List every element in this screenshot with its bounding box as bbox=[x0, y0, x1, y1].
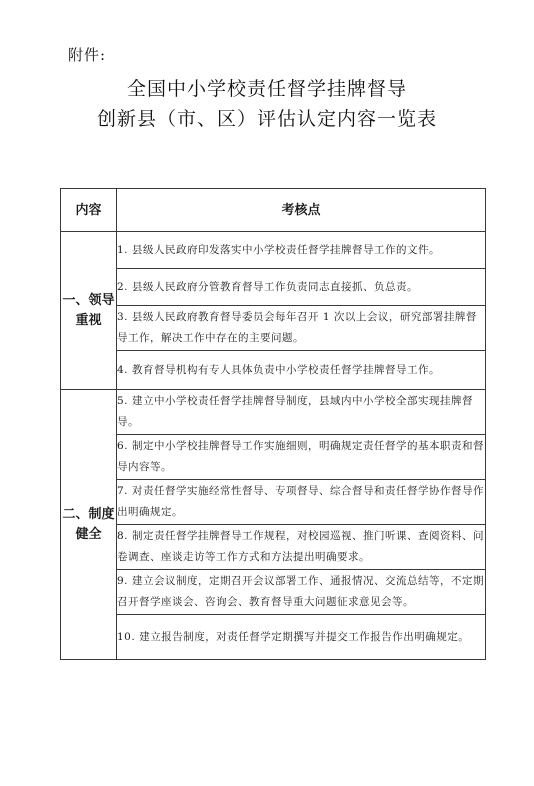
assessment-item bbox=[117, 525, 486, 570]
category-leadership bbox=[61, 232, 117, 390]
table-row bbox=[61, 480, 486, 525]
table-row bbox=[61, 435, 486, 480]
item-text: 县级人民政府分管教育督导工作负责同志直接抓、负总责。 bbox=[132, 280, 419, 293]
table-row bbox=[61, 306, 486, 351]
table-row bbox=[61, 390, 486, 435]
category-system bbox=[61, 390, 117, 660]
item-text: 对责任督学实施经常性督导、专项督导、综合督导和责任督学协作督导作出明确规定。 bbox=[117, 485, 485, 518]
document-title-line2: 创新县（市、区）评估认定内容一览表 bbox=[96, 108, 437, 130]
category-label-line1: 一、领导 bbox=[62, 292, 115, 308]
item-number: 1. bbox=[117, 243, 129, 256]
item-text: 制定中小学校挂牌督导工作实施细则，明确规定责任督学的基本职责和督导内容等。 bbox=[117, 440, 485, 473]
item-number: 5. bbox=[117, 395, 129, 407]
assessment-item bbox=[117, 615, 486, 660]
table-row bbox=[61, 525, 486, 570]
category-label-line2: 健全 bbox=[75, 526, 102, 542]
assessment-item bbox=[117, 351, 486, 390]
item-number: 2. bbox=[117, 280, 129, 293]
document-title-line1: 全国中小学校责任督学挂牌督导 bbox=[126, 78, 407, 100]
item-text: 县级人民政府教育督导委员会每年召开 1 次以上会议，研究部署挂牌督导工作，解决工作中存在的主要问题。 bbox=[117, 311, 477, 344]
table-header-row bbox=[61, 189, 486, 232]
item-text: 建立报告制度，对责任督学定期撰写并提交工作报告作出明确规定。 bbox=[139, 630, 470, 643]
assessment-item bbox=[117, 306, 486, 351]
item-number: 8. bbox=[117, 530, 129, 542]
header-assessment-points: 考核点 bbox=[117, 189, 486, 232]
table-row bbox=[61, 232, 486, 269]
item-number: 9. bbox=[117, 575, 129, 587]
attachment-label: 附件: bbox=[68, 46, 107, 64]
assessment-item bbox=[117, 390, 486, 435]
item-number: 10. bbox=[117, 630, 136, 643]
category-label-line1: 二、制度 bbox=[62, 506, 115, 522]
table-row bbox=[61, 615, 486, 660]
assessment-item bbox=[117, 232, 486, 269]
item-text: 县级人民政府印发落实中小学校责任督学挂牌督导工作的文件。 bbox=[132, 243, 441, 256]
table-row bbox=[61, 570, 486, 615]
table-row bbox=[61, 351, 486, 390]
assessment-item bbox=[117, 570, 486, 615]
item-text: 建立会议制度，定期召开会议部署工作、通报情况、交流总结等，不定期召开督学座谈会、咨询会、教育督导重大问题征求意见会等。 bbox=[117, 575, 485, 608]
item-number: 7. bbox=[117, 485, 129, 497]
item-number: 3. bbox=[117, 311, 129, 323]
header-content: 内容 bbox=[61, 189, 117, 232]
evaluation-table bbox=[60, 188, 486, 660]
item-text: 制定责任督学挂牌督导工作规程，对校园巡视、推门听课、查阅资料、问卷调查、座谈走访等工作方式和方法提出明确要求。 bbox=[117, 530, 485, 563]
assessment-item bbox=[117, 269, 486, 306]
item-number: 6. bbox=[117, 440, 129, 452]
table-row bbox=[61, 269, 486, 306]
item-text: 建立中小学校责任督学挂牌督导制度，县域内中小学校全部实现挂牌督导。 bbox=[117, 395, 474, 428]
item-number: 4. bbox=[117, 363, 129, 376]
category-label-line2: 重视 bbox=[75, 312, 102, 328]
assessment-item bbox=[117, 480, 486, 525]
item-text: 教育督导机构有专人具体负责中小学校责任督学挂牌督导工作。 bbox=[132, 363, 441, 376]
assessment-item bbox=[117, 435, 486, 480]
